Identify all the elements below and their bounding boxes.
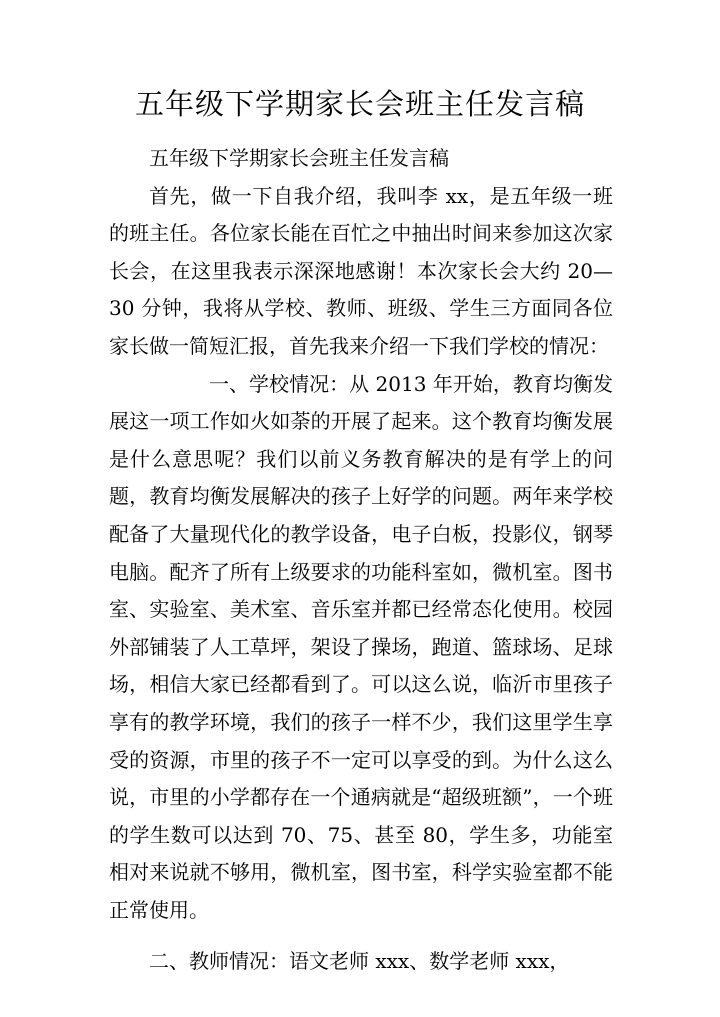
teacher-situation-paragraph: 二、教师情况：语文老师 xxx、数学老师 xxx， [149, 949, 570, 974]
document-title: 五年级下学期家长会班主任发言稿 [134, 87, 585, 121]
school-situation-paragraph: 一、学校情况：从 2013 年开始，教育均衡发展这一项工作如火如荼的开展了起来。这个教育均衡发展是什么意思呢？我们以前义务教育解决的是有学上的问题，教育均衡发展解决的孩子上好学的问题。两年来学校配备了大量现代化的教学设备，电子白板，投影仪，钢琴电脑。配齐了所有上级要求的功能科室如，微机室。图书室、实验室、美术室、音乐室并都已经常态化使用。校园外部铺装了人工草坪，架设了操场，跑道、篮球场、足球场，相信大家已经都看到了。可以这么说，临沂市里孩子享有的教学环境，我们的孩子一样不少，我们这里学生享受的资源，市里的孩子不一定可以享受的到。为什么这么说，市里的小学都存在一个通病就是“超级班额”，一个班的学生数可以达到 70、75、甚至 80，学生多，功能室相对来说就不够用，微机室，图书室，科学实验室都不能正常使用。 [109, 371, 613, 922]
document-body [109, 140, 613, 981]
intro-paragraph: 首先，做一下自我介绍，我叫李 xx，是五年级一班的班主任。各位家长能在百忙之中抽出时间来参加这次家长会，在这里我表示深深地感谢！本次家长会大约 20—30 分钟，我将从学校、教师、班级、学生三方面同各位家长做一简短汇报，首先我来介绍一下我们学校的情况： [109, 183, 613, 358]
subtitle-paragraph: 五年级下学期家长会班主任发言稿 [149, 146, 449, 170]
